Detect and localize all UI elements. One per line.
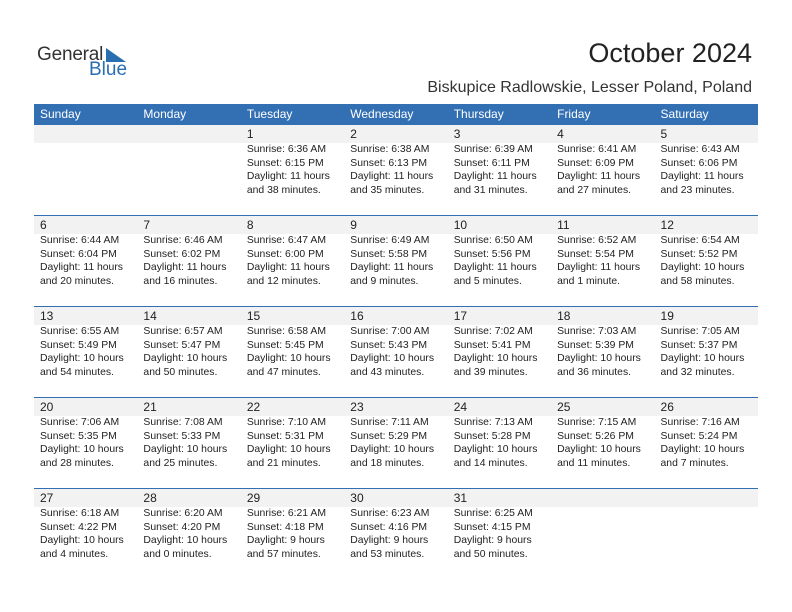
day-number: 7 bbox=[143, 218, 151, 232]
day-number: 22 bbox=[246, 400, 261, 414]
sunset-time: Sunset: 5:45 PM bbox=[246, 339, 324, 351]
day-number: 26 bbox=[660, 400, 674, 414]
week-row bbox=[34, 488, 758, 579]
sunset-time: Sunset: 5:56 PM bbox=[453, 248, 531, 260]
daylight-hours: Daylight: 10 hours bbox=[453, 353, 538, 365]
day-cell bbox=[241, 216, 344, 288]
daylight-hours: Daylight: 10 hours bbox=[453, 444, 538, 456]
sunset-time: Sunset: 6:13 PM bbox=[350, 157, 428, 169]
daylight-hours: Daylight: 10 hours bbox=[143, 535, 228, 547]
sunrise-time: Sunrise: 6:54 AM bbox=[660, 235, 740, 246]
daylight-minutes: and 12 minutes. bbox=[246, 275, 321, 287]
logo bbox=[37, 44, 137, 80]
daylight-minutes: and 27 minutes. bbox=[557, 184, 632, 196]
sunrise-time: Sunrise: 6:52 AM bbox=[557, 235, 637, 246]
daylight-hours: Daylight: 11 hours bbox=[557, 171, 641, 183]
daylight-minutes: and 21 minutes. bbox=[246, 457, 321, 469]
daylight-hours: Daylight: 10 hours bbox=[40, 353, 124, 365]
day-cell bbox=[344, 125, 447, 197]
daylight-hours: Daylight: 10 hours bbox=[660, 444, 745, 456]
daylight-hours: Daylight: 9 hours bbox=[246, 535, 325, 547]
daylight-minutes: and 16 minutes. bbox=[143, 275, 218, 287]
daylight-hours: Daylight: 11 hours bbox=[246, 171, 330, 183]
day-cell bbox=[448, 307, 551, 379]
day-cell bbox=[241, 489, 344, 561]
sunset-time: Sunset: 5:58 PM bbox=[350, 248, 428, 260]
day-number: 29 bbox=[246, 491, 261, 505]
sunset-time: Sunset: 5:28 PM bbox=[453, 430, 531, 442]
sunset-time: Sunset: 5:54 PM bbox=[557, 248, 634, 260]
daylight-hours: Daylight: 10 hours bbox=[557, 444, 641, 456]
day-cell bbox=[551, 216, 654, 288]
day-number: 31 bbox=[453, 491, 468, 505]
day-number: 2 bbox=[350, 127, 357, 141]
day-cell bbox=[344, 489, 447, 561]
day-cell bbox=[137, 489, 240, 561]
sunrise-time: Sunrise: 6:39 AM bbox=[453, 144, 533, 155]
sunset-time: Sunset: 5:47 PM bbox=[143, 339, 221, 351]
sunrise-time: Sunrise: 7:10 AM bbox=[246, 417, 326, 428]
day-number: 20 bbox=[40, 400, 54, 414]
sunset-time: Sunset: 4:20 PM bbox=[143, 521, 221, 533]
week-cells bbox=[34, 216, 758, 288]
day-cell bbox=[344, 216, 447, 288]
sunset-time: Sunset: 5:31 PM bbox=[246, 430, 324, 442]
sunrise-time: Sunrise: 6:25 AM bbox=[453, 508, 533, 519]
empty-day-cell bbox=[34, 125, 137, 197]
day-cell bbox=[655, 216, 758, 288]
sunrise-time: Sunrise: 6:36 AM bbox=[246, 144, 326, 155]
day-number: 12 bbox=[660, 218, 674, 232]
location-subtitle: Biskupice Radlowskie, Lesser Poland, Poland bbox=[427, 79, 752, 96]
sunset-time: Sunset: 5:33 PM bbox=[143, 430, 221, 442]
sunset-time: Sunset: 6:11 PM bbox=[453, 157, 530, 169]
weekday-header: Sunday bbox=[40, 107, 81, 121]
day-cell bbox=[551, 398, 654, 470]
daylight-hours: Daylight: 10 hours bbox=[246, 444, 331, 456]
page-title: October 2024 bbox=[588, 38, 752, 68]
sunset-time: Sunset: 6:02 PM bbox=[143, 248, 221, 260]
day-cell bbox=[137, 216, 240, 288]
week-row bbox=[34, 397, 758, 488]
weekday-header: Thursday bbox=[453, 107, 504, 121]
daylight-hours: Daylight: 11 hours bbox=[660, 171, 744, 183]
day-number: 17 bbox=[453, 309, 468, 323]
daylight-hours: Daylight: 10 hours bbox=[660, 262, 745, 274]
day-number: 9 bbox=[350, 218, 357, 232]
sunrise-time: Sunrise: 6:47 AM bbox=[246, 235, 326, 246]
day-number: 16 bbox=[350, 309, 364, 323]
day-number: 24 bbox=[453, 400, 468, 414]
sunset-time: Sunset: 5:39 PM bbox=[557, 339, 634, 351]
sunrise-time: Sunrise: 6:23 AM bbox=[350, 508, 430, 519]
sunrise-time: Sunrise: 6:21 AM bbox=[246, 508, 326, 519]
sunset-time: Sunset: 5:26 PM bbox=[557, 430, 634, 442]
daylight-hours: Daylight: 10 hours bbox=[143, 353, 228, 365]
day-cell bbox=[655, 307, 758, 379]
week-row bbox=[34, 215, 758, 306]
day-number: 4 bbox=[557, 127, 564, 141]
sunrise-time: Sunrise: 7:13 AM bbox=[453, 417, 533, 428]
sunrise-time: Sunrise: 6:44 AM bbox=[40, 235, 120, 246]
weekday-header: Wednesday bbox=[350, 107, 414, 121]
daylight-minutes: and 35 minutes. bbox=[350, 184, 425, 196]
sunset-time: Sunset: 4:18 PM bbox=[246, 521, 324, 533]
day-number: 11 bbox=[557, 218, 570, 232]
sunrise-time: Sunrise: 7:06 AM bbox=[40, 417, 120, 428]
daylight-minutes: and 7 minutes. bbox=[660, 457, 729, 469]
sunset-time: Sunset: 4:15 PM bbox=[453, 521, 531, 533]
sunrise-time: Sunrise: 6:50 AM bbox=[453, 235, 533, 246]
day-cell bbox=[448, 398, 551, 470]
day-number: 14 bbox=[143, 309, 157, 323]
empty-day-cell bbox=[655, 489, 758, 561]
day-number: 23 bbox=[350, 400, 364, 414]
weeks-container bbox=[34, 125, 758, 579]
sunrise-time: Sunrise: 6:41 AM bbox=[557, 144, 637, 155]
sunrise-time: Sunrise: 6:57 AM bbox=[143, 326, 223, 337]
day-number: 6 bbox=[40, 218, 47, 232]
week-cells bbox=[34, 125, 758, 197]
daylight-minutes: and 20 minutes. bbox=[40, 275, 114, 287]
daylight-hours: Daylight: 10 hours bbox=[40, 444, 124, 456]
week-row bbox=[34, 125, 758, 215]
daylight-hours: Daylight: 11 hours bbox=[350, 262, 434, 274]
daylight-hours: Daylight: 11 hours bbox=[453, 171, 537, 183]
daylight-minutes: and 4 minutes. bbox=[40, 548, 109, 560]
day-number: 1 bbox=[246, 127, 254, 141]
day-number: 28 bbox=[143, 491, 157, 505]
sunset-time: Sunset: 5:41 PM bbox=[453, 339, 531, 351]
daylight-hours: Daylight: 11 hours bbox=[143, 262, 227, 274]
sunrise-time: Sunrise: 7:15 AM bbox=[557, 417, 637, 428]
sunset-time: Sunset: 6:15 PM bbox=[246, 157, 324, 169]
sunset-time: Sunset: 4:22 PM bbox=[40, 521, 117, 533]
sunrise-time: Sunrise: 7:05 AM bbox=[660, 326, 740, 337]
sunrise-time: Sunrise: 7:02 AM bbox=[453, 326, 533, 337]
daylight-minutes: and 47 minutes. bbox=[246, 366, 321, 378]
day-cell bbox=[137, 307, 240, 379]
daylight-minutes: and 53 minutes. bbox=[350, 548, 425, 560]
daylight-minutes: and 39 minutes. bbox=[453, 366, 528, 378]
sunrise-time: Sunrise: 6:38 AM bbox=[350, 144, 430, 155]
day-cell bbox=[34, 307, 137, 379]
sunrise-time: Sunrise: 6:46 AM bbox=[143, 235, 223, 246]
logo-word-general: General bbox=[37, 44, 104, 65]
day-cell bbox=[241, 125, 344, 197]
weekday-header: Monday bbox=[143, 107, 187, 121]
sunset-time: Sunset: 6:06 PM bbox=[660, 157, 738, 169]
day-number: 25 bbox=[557, 400, 571, 414]
daylight-minutes: and 5 minutes. bbox=[453, 275, 522, 287]
day-cell bbox=[551, 307, 654, 379]
sunset-time: Sunset: 6:09 PM bbox=[557, 157, 634, 169]
daylight-hours: Daylight: 10 hours bbox=[350, 353, 435, 365]
sunset-time: Sunset: 5:24 PM bbox=[660, 430, 738, 442]
daylight-minutes: and 57 minutes. bbox=[246, 548, 321, 560]
sunset-time: Sunset: 6:00 PM bbox=[246, 248, 324, 260]
sunset-time: Sunset: 6:04 PM bbox=[40, 248, 117, 260]
daylight-minutes: and 43 minutes. bbox=[350, 366, 425, 378]
sunrise-time: Sunrise: 7:08 AM bbox=[143, 417, 223, 428]
daylight-hours: Daylight: 10 hours bbox=[350, 444, 435, 456]
daylight-minutes: and 50 minutes. bbox=[143, 366, 218, 378]
day-number: 18 bbox=[557, 309, 571, 323]
sunrise-time: Sunrise: 6:55 AM bbox=[40, 326, 120, 337]
sunset-time: Sunset: 5:37 PM bbox=[660, 339, 738, 351]
sunrise-time: Sunrise: 6:49 AM bbox=[350, 235, 430, 246]
day-cell bbox=[241, 398, 344, 470]
daylight-minutes: and 25 minutes. bbox=[143, 457, 218, 469]
daylight-minutes: and 38 minutes. bbox=[246, 184, 321, 196]
daylight-hours: Daylight: 9 hours bbox=[453, 535, 532, 547]
daylight-hours: Daylight: 9 hours bbox=[350, 535, 429, 547]
weekday-header: Friday bbox=[557, 107, 591, 121]
daylight-minutes: and 36 minutes. bbox=[557, 366, 632, 378]
daylight-minutes: and 18 minutes. bbox=[350, 457, 425, 469]
day-cell bbox=[448, 489, 551, 561]
daylight-minutes: and 32 minutes. bbox=[660, 366, 735, 378]
daylight-minutes: and 58 minutes. bbox=[660, 275, 735, 287]
daylight-hours: Daylight: 11 hours bbox=[40, 262, 123, 274]
day-cell bbox=[655, 125, 758, 197]
daylight-hours: Daylight: 10 hours bbox=[40, 535, 124, 547]
sunset-time: Sunset: 5:43 PM bbox=[350, 339, 428, 351]
day-number: 10 bbox=[453, 218, 468, 232]
week-cells bbox=[34, 489, 758, 561]
sunrise-time: Sunrise: 6:18 AM bbox=[40, 508, 120, 519]
day-cell bbox=[551, 125, 654, 197]
sunrise-time: Sunrise: 7:03 AM bbox=[557, 326, 637, 337]
day-number: 15 bbox=[246, 309, 261, 323]
daylight-hours: Daylight: 10 hours bbox=[143, 444, 228, 456]
daylight-minutes: and 28 minutes. bbox=[40, 457, 114, 469]
daylight-hours: Daylight: 10 hours bbox=[246, 353, 331, 365]
day-number: 30 bbox=[350, 491, 364, 505]
week-cells bbox=[34, 398, 758, 470]
daylight-minutes: and 31 minutes. bbox=[453, 184, 528, 196]
logo-word-blue: Blue bbox=[89, 59, 128, 80]
day-cell bbox=[448, 216, 551, 288]
day-number: 5 bbox=[660, 127, 668, 141]
sunset-time: Sunset: 4:16 PM bbox=[350, 521, 428, 533]
daylight-minutes: and 0 minutes. bbox=[143, 548, 212, 560]
week-cells bbox=[34, 307, 758, 379]
daylight-hours: Daylight: 11 hours bbox=[350, 171, 434, 183]
weekday-header: Saturday bbox=[660, 107, 709, 121]
day-number: 8 bbox=[246, 218, 254, 232]
daylight-minutes: and 9 minutes. bbox=[350, 275, 419, 287]
calendar-grid bbox=[34, 104, 758, 579]
day-cell bbox=[344, 307, 447, 379]
sunrise-time: Sunrise: 7:16 AM bbox=[660, 417, 740, 428]
day-number: 13 bbox=[40, 309, 54, 323]
day-cell bbox=[655, 398, 758, 470]
empty-day-cell bbox=[551, 489, 654, 561]
day-number: 21 bbox=[143, 400, 157, 414]
daylight-hours: Daylight: 11 hours bbox=[453, 262, 537, 274]
sunset-time: Sunset: 5:29 PM bbox=[350, 430, 428, 442]
daylight-minutes: and 50 minutes. bbox=[453, 548, 528, 560]
sunrise-time: Sunrise: 6:58 AM bbox=[246, 326, 326, 337]
weekday-header: Tuesday bbox=[246, 107, 293, 121]
daylight-minutes: and 54 minutes. bbox=[40, 366, 114, 378]
empty-day-cell bbox=[137, 125, 240, 197]
sunset-time: Sunset: 5:35 PM bbox=[40, 430, 117, 442]
daylight-hours: Daylight: 10 hours bbox=[557, 353, 641, 365]
day-cell bbox=[448, 125, 551, 197]
daylight-minutes: and 11 minutes. bbox=[557, 457, 631, 469]
day-number: 27 bbox=[40, 491, 54, 505]
sunrise-time: Sunrise: 6:43 AM bbox=[660, 144, 740, 155]
daylight-hours: Daylight: 11 hours bbox=[557, 262, 641, 274]
sunrise-time: Sunrise: 7:11 AM bbox=[350, 417, 429, 428]
day-cell bbox=[137, 398, 240, 470]
day-cell bbox=[34, 489, 137, 561]
daylight-hours: Daylight: 10 hours bbox=[660, 353, 745, 365]
day-cell bbox=[34, 216, 137, 288]
daylight-minutes: and 23 minutes. bbox=[660, 184, 735, 196]
sunrise-time: Sunrise: 7:00 AM bbox=[350, 326, 430, 337]
day-number: 3 bbox=[453, 127, 461, 141]
daylight-minutes: and 1 minute. bbox=[557, 275, 621, 287]
week-row bbox=[34, 306, 758, 397]
weekday-header-row bbox=[34, 104, 758, 125]
sunset-time: Sunset: 5:49 PM bbox=[40, 339, 117, 351]
daylight-hours: Daylight: 11 hours bbox=[246, 262, 330, 274]
sunset-time: Sunset: 5:52 PM bbox=[660, 248, 738, 260]
day-cell bbox=[344, 398, 447, 470]
daylight-minutes: and 14 minutes. bbox=[453, 457, 528, 469]
day-cell bbox=[34, 398, 137, 470]
day-cell bbox=[241, 307, 344, 379]
sunrise-time: Sunrise: 6:20 AM bbox=[143, 508, 223, 519]
day-number: 19 bbox=[660, 309, 674, 323]
